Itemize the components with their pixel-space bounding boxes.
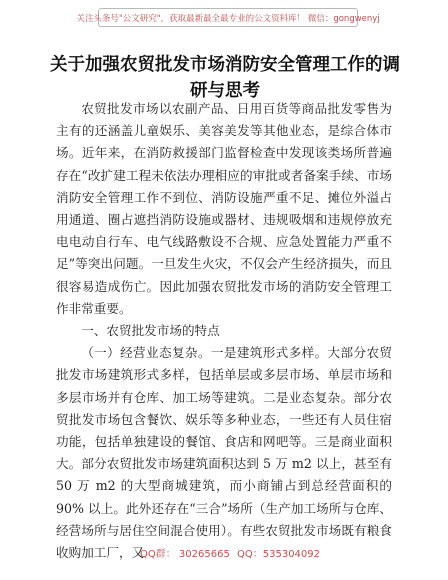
- paragraph-section-1: （一）经营业态复杂。一是建筑形式多样。大部分农贸批发市场建筑形式多样，包括单层或多层市场、单层市场和多层市场并有仓库、加工场等建筑。二是业态复杂。部分农贸批发市场包含餐饮、娱乐等多种业态，一些还有人员住宿功能，包括单独建设的餐馆、食店和网吧等。三是商业面积大。部分农贸批发市场建筑面积达到 5 万 m2 以上，甚至有 50 万 m2 的大型商城建筑，而小商铺占到总经营面积的 90% 以上。此外还存在“三合”场所（生产加工场所与仓库、经营场所与居住空间混合使用）。有些农贸批发市场既有粮食收购加工厂，又: [56, 345, 392, 561]
- section-heading: 一、农贸批发市场的特点: [81, 323, 220, 339]
- header-banner: 关注头条号"公文研究"，获取最新最全最专业的公文资料库！ 微信：gongwenyj: [98, 8, 358, 27]
- footer-contact: [0, 545, 448, 561]
- paragraph-intro: 农贸批发市场以农副产品、日用百货等商品批发零售为主有的还涵盖儿童娱乐、美容美发等其他业态，是综合体市场。近年来，在消防救援部门监督检查中发现该类场所普遍存在“改扩建工程未依法办理相应的审批或者备案手续、市场消防安全管理工作不到位、消防设施严重不足、摊位外溢占用通道、圈占遮挡消防设施或器材、违规吸烟和违规停放充电电动自行车、电气线路敷设不合规、应急处置能力严重不足”等突出问题。一旦发生火灾，不仅会产生经济损失，而且很容易造成伤亡。因此加强农贸批发市场的消防安全管理工作非常重要。: [56, 101, 392, 316]
- footer-qq-number: QQ：535304092: [237, 549, 321, 560]
- document-body: [56, 98, 392, 564]
- document-title: 关于加强农贸批发市场消防安全管理工作的调研与思考: [50, 55, 400, 101]
- footer-qq-group: QQ群： 30265665: [140, 549, 230, 560]
